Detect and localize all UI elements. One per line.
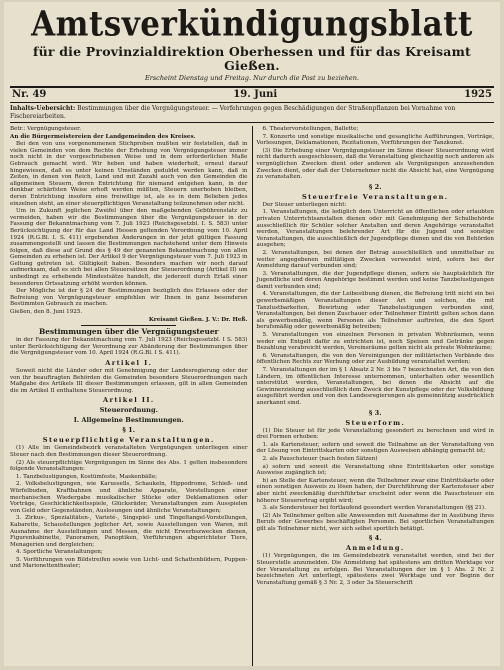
paragraph: (1) Die Steuer ist für jede Veranstaltung gesondert zu berechnen und wird in drei Formen erhoben: bbox=[256, 427, 494, 441]
paragraph: 3. Zirkus-, Spezialitäten-, Varieté-, Singspiel- und Tingeltangel-Vorstellungen, Kabarette, Schaustellungen jeglicher Art, sowie Ausstellungen von Waren, mit Ausnahme der Ausstellungen und Messen, die nicht Erwerbszwecken dienen, Figurenkabinette, Panoramen, Panoptiken, Vorführungen abgerichteter Tiere, Menagerien und dergleichen; bbox=[10, 515, 248, 548]
paragraph: 5. Veranstaltungen von einzelnen Personen in privaten Wohnräumen, wenn weder ein Entgelt dafür zu entrichten ist, noch Speisen und Getränke gegen Bezahlung verabreicht werden, Vereinsräume gelten nicht als private Wohnräume; bbox=[256, 332, 494, 352]
paragraph: 2. als Pauschsteuer (nach festen Sätzen) bbox=[262, 455, 378, 462]
issue-number: Nr. 49 bbox=[12, 89, 47, 100]
publication-note: Erscheint Dienstag und Freitag. Nur durch die Post zu beziehen. bbox=[144, 74, 359, 82]
spaced-heading-text: Steuerpflichtige Veranstaltungen. bbox=[42, 436, 215, 445]
paragraph: Der Mögliche ist der § 24 der Bestimmungen bezüglich des Erlasses oder der Befreiung von Vergnügungsteuer empfehlen wir Ihnen in ganz besonderen Bestimmten Gebrauch zu machen. bbox=[10, 288, 248, 308]
section-heading: Steuerordnung. bbox=[99, 406, 158, 415]
spaced-heading-text: Anmeldung. bbox=[345, 544, 405, 553]
section-heading: Bestimmungen über die Vergnügungsteuer bbox=[39, 327, 219, 337]
section-heading bbox=[10, 396, 248, 404]
paragraph: 7. Konzerte und sonstige musikalische und gesangliche Aufführungen, Vorträge, Vorlesungen, Deklamationen, Rezitationen, Vorführungen der Tanzkunst. bbox=[256, 133, 494, 147]
table-of-contents bbox=[10, 105, 494, 123]
paragraph: 1. Tanzbelustigungen, Kostümfeste, Maskenbälle; bbox=[16, 473, 158, 480]
paragraph: (1) Vergnügungen, die im Gemeindebezirk veranstaltet werden, sind bei der Steuerstelle anzumelden. Die Anmeldung hat spätestens am dritten Werktage vor der Veranstaltung zu erfolgen. Bei Veranstaltungen der im § 1 Abs. 2 Nr. 2 bezeichneten Art unterliegt, spätestens zwei Werktage und vor Beginn der Veranstaltung gemäß § 3 Nr. 2, 3 oder 3a Steuerschrift bbox=[256, 553, 494, 586]
paragraph: in der Fassung der Bekanntmachung vom 7. Juli 1923 (Reichsgesetzbl. I S. 583) unter Berücksichtigung der Verordnung zur Abänderung der Bestimmungen über die Vergnügungsteuer vom 10. April 1924 (R.G.Bl. I S. 411). bbox=[10, 337, 248, 357]
paragraph: 4. Sportliche Veranstaltungen; bbox=[16, 549, 103, 556]
toc-label: Inhalts-Uebersicht: bbox=[10, 105, 76, 112]
section-heading: § 4. bbox=[368, 534, 382, 543]
section-heading bbox=[10, 359, 248, 367]
paragraph: Bei den von uns vorgenommenen Stichproben mußten wir feststellen, daß in vielen Gemeinden von dem Rechte der Erhebung von Vergnügungsteuer immer noch nicht in der vorgeschriebenen Weise und in dem erforderlichen Maße Gebrauch gemacht wird. Wir heben und haben wiederholt, erneut darauf hingewiesen, daß es unter keinen Umständen geduldet werden kann, daß in Zeiten, in denen von Reich, Land und mit Zuzahl auch von den Gemeinden die allgemeinen Steuern, deren Entrichtung für niemand entgehen kann, in der denkbar schärfsten Weise erhoft werden müßten, Steuern unerhoben bleiben, deren Entrichtung insofern eine freiwillige ist, als es in dem Belieben jedes einzelnen steht, an einer steuerpflichtigen Veranstaltung teilzunehmen oder nicht. bbox=[10, 141, 248, 207]
paragraph: 2. Veranstaltungen, bei denen der Betrag ausschließlich und unmittelbar zu weiter angegebenen milltätigen Zwecken verwendet wird, sofern bei der Anmeldung darauf verbunden sind; bbox=[256, 249, 494, 270]
masthead-title: Amtsverkündigungsblatt bbox=[31, 4, 473, 45]
paragraph: (1) Alle im Gemeindebezirk veranstalteten Vergnügungen unterliegen einer Steuer nach den Bestimmungen dieser Steuerordnung. bbox=[10, 445, 248, 458]
paragraph: 3. Veranstaltungen, die der Jugendpflege dienen, sofern sie hauptsächlich für Jugendliche und deren Angehörige bestimmt werden und keine Tanzbelustigungen damit verbunden sind; bbox=[256, 270, 494, 290]
issue-bar bbox=[10, 86, 494, 103]
paragraph: a) sofern und soweit die Veranstaltung ohne Eintrittskarten oder sonstige Ausweise zugänglich ist; bbox=[256, 463, 494, 477]
paragraph: 7. Veranstaltungen der im § 1 Absatz 2 Nr. 3 bis 7 bezeichneten Art, die von den Ländern, im öffentlichen Interesse unternommen, unterhalten oder wesentlich unterstützt werden, Veranstaltungen, bei denen die Absicht auf die Gewinnerzielung ausschließlich dem Zweck der Kunstpflege oder der Volksbildung ausgeführt werden und von den Landesregierungen als gemeinnützig ausdrücklich anerkannt sind. bbox=[256, 367, 494, 406]
paragraph: 6. Veranstaltungen, die von den Vereinigungen der militärischen Verbände des öffentlichen Rechts zur Werbung oder zur Ausbildung veranstaltet werden; bbox=[256, 352, 494, 366]
paragraph: (2) Als Teilnehmer gelten alle Anwesenden mit Ausnahme der in Ausübung ihres Berufs oder Gewerbes beschäftigten Personen. Bei sportlichen Veranstaltungen gilt als Teilnehmer nicht, wer sich selbst sportlich betätigt. bbox=[256, 512, 494, 532]
paragraph: 1. als Kartensteuer, sofern und soweit die Teilnahme an der Veranstaltung von der Lösung von Eintrittskarten oder sonstigen Ausweisen abhängig gemacht ist; bbox=[256, 441, 494, 455]
right-column bbox=[252, 126, 495, 666]
left-column bbox=[10, 126, 252, 666]
paragraph: Der Steuer unterliegen nicht: bbox=[262, 201, 347, 208]
paragraph: b) an Stelle der Kartensteuer, wenn die Teilnehmer zwar eine Eintrittskarte oder einen sonstigen Ausweis zu lösen haben, der Durchführung der Kartensteuer aber aber nicht zweckmäßig durchführbar erscheint oder wenn die Pauschsteuer ein höherer Steuerertrag ergibt wird; bbox=[256, 477, 494, 504]
masthead-subtitle: für die Provinzialdirektion Oberhessen und für das Kreisamt Gießen. bbox=[33, 44, 471, 73]
paragraph: Um in Zukunft jeglichen Zweifel über den maßgebenden Gebührenstatz zu vermeiden, haben wir die Bestimmungen über die Vergnügungsteuer in der Fassung der Bekanntmachung vom 7. Juli 1923 (Reichsgesetzbl. I. S. 583) unter Berücksichtigung der für das Land Hessen geltenden Verordnung vom 10. April 1924 (R.G.Bl. I. S. 411) ergebenden Änderungen in der jetzt gültigen Fassung zusammengestellt und lassen die Bestimmungen nachstehend unter dem Hinweis folgen, daß diese auf Grund des § 49 der genannten Bekanntmachung von allen Gemeinden zu erheben ist. Der Artikel 9 der Vergnügungsteuer vom 7. Juli 1923 in Geltung getreten ist. Gültigkeit haben. Besonders machen wir noch darauf aufmerksam, daß es sich bei allen Steuersätzen der Steuerordnung (Artikel II) um unbedingt zu erhebende Mindestsätze handelt, die jederzeit durch Erlaß einer besonderen Ortssatzung erhöht werden können. bbox=[10, 208, 248, 287]
toc-text: Bestimmungen über die Vergnügungsteuer. — Verfehrungen gegen Beschädigungen der Straßenpflanzen bei Vornahme von Fischereiarbeiten. bbox=[10, 105, 456, 120]
section-heading bbox=[257, 419, 495, 427]
spaced-heading-text: Artikel II. bbox=[102, 396, 155, 405]
paragraph: 3. als Sondersteuer bei fortlaufend gesondert werden Veranstaltungen (§§ 21). bbox=[262, 505, 486, 512]
section-heading: I. Allgemeine Bestimmungen. bbox=[73, 416, 184, 425]
section-heading: § 1. bbox=[122, 426, 136, 435]
section-heading bbox=[257, 193, 495, 201]
body-columns bbox=[10, 126, 494, 666]
section-heading bbox=[257, 544, 495, 552]
paragraph: An die Bürgermeistereien der Landgemeinden des Kreises. bbox=[10, 133, 196, 140]
paragraph: Betr.: Vergnügungsteuer. bbox=[10, 126, 82, 132]
section-heading: § 3. bbox=[368, 408, 382, 417]
paragraph: 2. Volksbelustigungen, wie Karussells, Schaukeln, Hippodrome, Schieß- und Würfelbuden, Kraftbahnen und ähnliche Apparate, Vorstellungen einer mechanischen Wiedergabe musikalischer Stücke oder Deklamationen oder Vorträge, Geschicklichkeitsspiele, Glücksräder, Veranstaltungen zum Ausspielen von Geld oder Gegenständen, Auslosungen und ähnliche Veranstaltungen; bbox=[10, 481, 248, 514]
paragraph: 6. Theatervorstellungen, Ballette; bbox=[262, 126, 359, 132]
issue-year: 1925 bbox=[464, 89, 492, 100]
spaced-heading-text: Artikel I. bbox=[105, 359, 153, 367]
paragraph: 4. Veranstaltungen, die der Leibesübung dienen, die Befreiung tritt nicht ein bei gewerbsmäßigen Veranstaltungen dieser Art und solchen, die mit Tanzlustbarkeiten, Bewirtung oder Tanzbelustigungen verbunden sind, Veranstaltungen, bei denen Zuschauer oder Teilnehmer Eintritt gelten schon dann als gewerbsmäßig, wenn Personen als Teilnehmer auftreten, die den Sport berufsmäßig oder gewerbsmäßig betreiben; bbox=[256, 291, 494, 331]
spaced-heading-text: Steuerfreie Veranstaltungen. bbox=[302, 192, 449, 201]
paragraph: Soweit nicht die Länder oder mit Genehmigung der Landesregierung oder der von ihr beauftragten Behörden die Gemeinden besondere Steuerordnungen nach Maßgabe des Artikels III dieser Bestimmungen erlassen, gilt in allen Gemeinden die im Artikel II enthaltene Steuerordnung. bbox=[10, 368, 248, 394]
paragraph: 1. Veranstaltungen, die lediglich dem Unterricht an öffentlichen oder erlaubten privaten Unterrichtsanstalten dienen oder mit Genehmigung der Schulbehörde ausschließlich für Schüler solcher Anstalten und deren Angehörige veranstaltet werden, Veranstaltungen belehrender Art für die Jugend und sonstige Veranstaltungen, die ausschließlich der Jugendpflege dienen und die von Behörden ausgehen; bbox=[256, 209, 494, 249]
paragraph: 5. Vorführungen von Bildstreifen sowie von Licht- und Schattenbildern, Puppen- und Marionettentheater; bbox=[10, 556, 248, 570]
section-heading: § 2. bbox=[368, 182, 382, 191]
section-heading bbox=[10, 436, 248, 444]
section-divider bbox=[81, 325, 176, 326]
paragraph: (2) Als steuerpflichtige Vergnügungen im Sinne des Abs. 1 gelten insbesondere folgende Veranstaltungen: bbox=[10, 459, 248, 473]
paragraph: Gießen, den 8. Juni 1925. bbox=[10, 309, 83, 316]
newspaper-page bbox=[4, 2, 500, 666]
spaced-heading-text: Steuerform. bbox=[345, 418, 406, 427]
issue-date: 19. Juni bbox=[233, 89, 278, 100]
paragraph: (3) Die Erhebung einer Vergnügungsteuer im Sinne dieser Steuerordnung wird nicht dadurch ausgeschlossen, daß die Veranstaltung gleichzeitig noch anderen als vergnüglichen Zwecken dient oder anderen als Vergnügungen anzusehenden Zwecken dient, oder daß der Unternehmer nicht die Absicht hat, eine Vergnügung zu veranstalten. bbox=[256, 147, 494, 181]
signature-line: Kreisamt Gießen. J. V.: Dr. Heß. bbox=[148, 316, 248, 323]
